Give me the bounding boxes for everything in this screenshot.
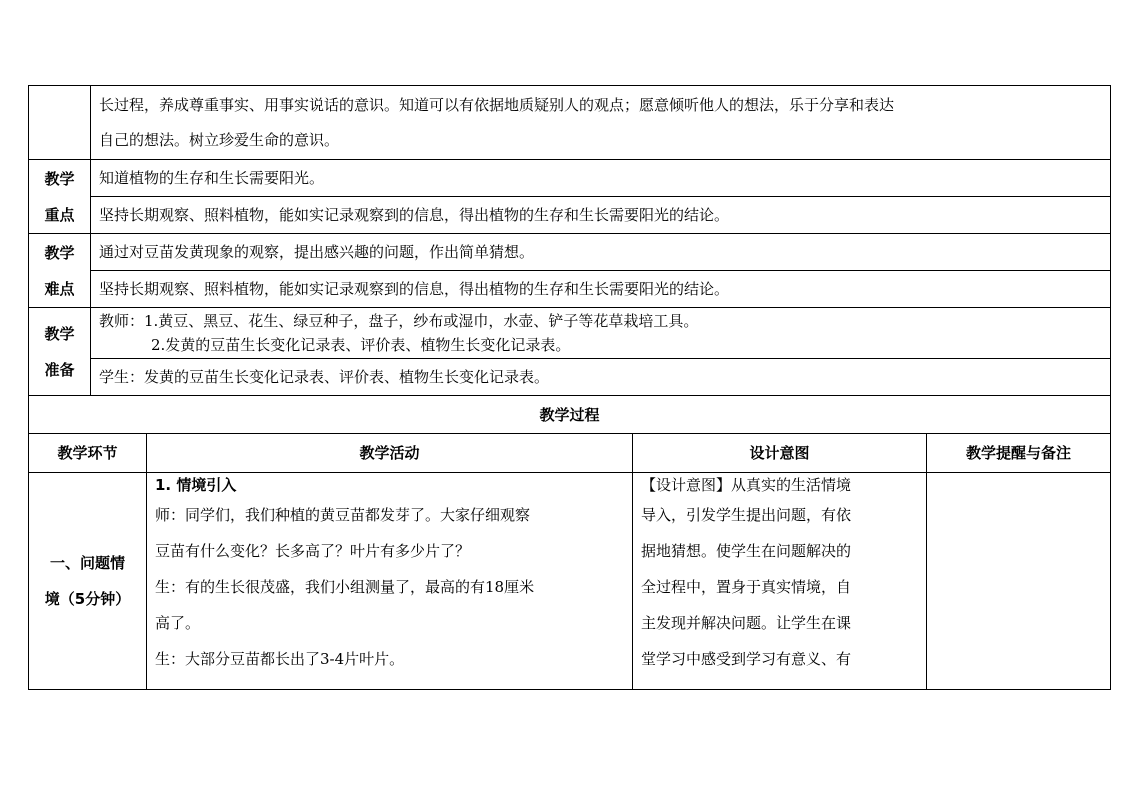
key-point-2: 坚持长期观察、照料植物，能如实记录观察到的信息，得出植物的生存和生长需要阳光的结论。 (91, 197, 1111, 234)
column-header-activity: 教学活动 (147, 434, 633, 473)
lesson-plan-table (28, 85, 1111, 690)
objectives-label-cell (29, 86, 91, 160)
stage1-label (29, 473, 147, 690)
objectives-text-cell (91, 86, 1111, 160)
key-points-label (29, 160, 91, 234)
preparation-label (29, 308, 91, 396)
stage1-activity-line-1: 师：同学们，我们种植的黄豆苗都发芽了。大家仔细观察 (155, 506, 531, 524)
stage1-intent-line-2: 导入，引发学生提出问题，有依 (641, 506, 852, 524)
key-point-1: 知道植物的生存和生长需要阳光。 (91, 160, 1111, 197)
stage1-label-line2: 境（5分钟） (44, 590, 131, 608)
key-points-label-line1: 教学 (44, 169, 75, 188)
preparation-teacher-line2: 2.发黄的豆苗生长变化记录表、评价表、植物生长变化记录表。 (151, 336, 571, 354)
stage1-intent-line-6: 堂学习中感受到学习有意义、有 (641, 650, 852, 668)
preparation-teacher-line1: 教师：1.黄豆、黑豆、花生、绿豆种子，盘子，纱布或湿巾，水壶、铲子等花草栽培工具。 (99, 312, 699, 330)
stage1-activity-cell (147, 473, 633, 690)
difficulty-2: 坚持长期观察、照料植物，能如实记录观察到的信息，得出植物的生存和生长需要阳光的结论。 (91, 271, 1111, 308)
preparation-row-2 (29, 359, 1111, 396)
objectives-line-1: 长过程，养成尊重事实、用事实说话的意识。知道可以有依据地质疑别人的观点；愿意倾听他人的想法，乐于分享和表达 (99, 95, 895, 114)
process-title: 教学过程 (29, 396, 1111, 434)
stage1-intent-line-4: 全过程中，置身于真实情境，自 (641, 578, 852, 596)
preparation-student: 学生：发黄的豆苗生长变化记录表、评价表、植物生长变化记录表。 (91, 359, 1111, 396)
difficulties-label-line1: 教学 (44, 243, 75, 262)
preparation-teacher-cell (91, 308, 1111, 359)
column-header-intent: 设计意图 (633, 434, 927, 473)
difficulties-label (29, 234, 91, 308)
stage1-label-line1: 一、问题情 (49, 554, 125, 572)
objectives-row (29, 86, 1111, 160)
stage1-activity-line-4: 高了。 (155, 614, 201, 632)
stage1-intent-line-5: 主发现并解决问题。让学生在课 (641, 614, 852, 632)
key-points-row-2 (29, 197, 1111, 234)
preparation-label-line1: 教学 (44, 324, 75, 343)
stage1-activity-heading: 1. 情境引入 (155, 476, 237, 494)
process-title-row (29, 396, 1111, 434)
stage1-intent-line-3: 据地猜想。使学生在问题解决的 (641, 542, 852, 560)
stage1-intent-line-1: 【设计意图】从真实的生活情境 (641, 476, 852, 494)
stage1-activity-line-5: 生：大部分豆苗都长出了3-4片叶片。 (155, 650, 405, 668)
difficulty-1: 通过对豆苗发黄现象的观察，提出感兴趣的问题，作出简单猜想。 (91, 234, 1111, 271)
preparation-label-line2: 准备 (44, 360, 75, 379)
stage1-intent-cell (633, 473, 927, 690)
difficulties-label-line2: 难点 (44, 279, 75, 298)
key-points-label-line2: 重点 (44, 205, 75, 224)
column-header-stage: 教学环节 (29, 434, 147, 473)
stage1-row (29, 473, 1111, 690)
stage1-activity-line-3: 生：有的生长很茂盛，我们小组测量了，最高的有18厘米 (155, 578, 535, 596)
stage1-activity-line-2: 豆苗有什么变化？长多高了？叶片有多少片了？ (155, 542, 471, 560)
column-header-notes: 教学提醒与备注 (927, 434, 1111, 473)
stage1-notes-cell (927, 473, 1111, 690)
preparation-row-1 (29, 308, 1111, 359)
objectives-line-2: 自己的想法。树立珍爱生命的意识。 (99, 130, 340, 149)
key-points-row-1 (29, 160, 1111, 197)
difficulties-row-2 (29, 271, 1111, 308)
difficulties-row-1 (29, 234, 1111, 271)
process-header-row (29, 434, 1111, 473)
